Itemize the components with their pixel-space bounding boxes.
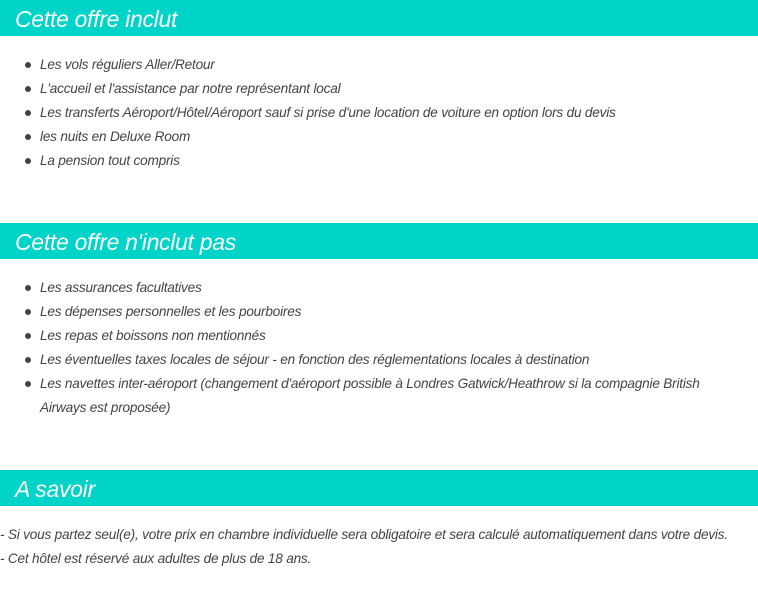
note-line: - Si vous partez seul(e), votre prix en chambre individuelle sera obligatoire et sera calculé automatiquement dans votre devis. xyxy=(0,527,728,542)
list-item-text: La pension tout compris xyxy=(40,153,180,168)
bullet-icon xyxy=(25,357,31,363)
list-item xyxy=(0,149,758,173)
list-item xyxy=(0,324,758,348)
section-heading: Cette offre inclut xyxy=(0,0,758,36)
list-item-text: les nuits en Deluxe Room xyxy=(40,129,191,144)
bullet-icon xyxy=(25,285,31,291)
list-item xyxy=(0,101,758,125)
list-item xyxy=(0,125,758,149)
included-list xyxy=(0,53,758,173)
note-line: - Cet hôtel est réservé aux adultes de plus de 18 ans. xyxy=(0,551,312,566)
list-item xyxy=(0,372,758,420)
bullet-icon xyxy=(25,381,31,387)
list-item-text: Les éventuelles taxes locales de séjour - en fonction des réglementations locales à destination xyxy=(40,352,590,367)
bullet-icon xyxy=(25,62,31,68)
list-item-text: Les repas et boissons non mentionnés xyxy=(40,328,266,343)
section-heading: A savoir xyxy=(0,470,758,506)
bullet-icon xyxy=(25,309,31,315)
section-not-included xyxy=(0,223,758,420)
list-item-text: Les dépenses personnelles et les pourboires xyxy=(40,304,302,319)
list-item-text: Les transferts Aéroport/Hôtel/Aéroport sauf si prise d'une location de voiture en option lors du devis xyxy=(40,105,616,120)
bullet-icon xyxy=(25,333,31,339)
bullet-icon xyxy=(25,134,31,140)
list-item-text: Les assurances facultatives xyxy=(40,280,202,295)
notes xyxy=(0,523,758,571)
not-included-list xyxy=(0,276,758,420)
list-item-text: Les vols réguliers Aller/Retour xyxy=(40,57,215,72)
bullet-icon xyxy=(25,86,31,92)
list-item xyxy=(0,77,758,101)
section-heading: Cette offre n'inclut pas xyxy=(0,223,758,259)
list-item-text: L'accueil et l'assistance par notre représentant local xyxy=(40,81,341,96)
bullet-icon xyxy=(25,110,31,116)
list-item xyxy=(0,348,758,372)
section-included xyxy=(0,0,758,173)
list-item xyxy=(0,53,758,77)
section-good-to-know xyxy=(0,470,758,571)
list-item xyxy=(0,276,758,300)
list-item xyxy=(0,300,758,324)
bullet-icon xyxy=(25,158,31,164)
list-item-text: Les navettes inter-aéroport (changement d'aéroport possible à Londres Gatwick/Heathrow si la compagnie British Airways est proposée) xyxy=(40,376,700,415)
